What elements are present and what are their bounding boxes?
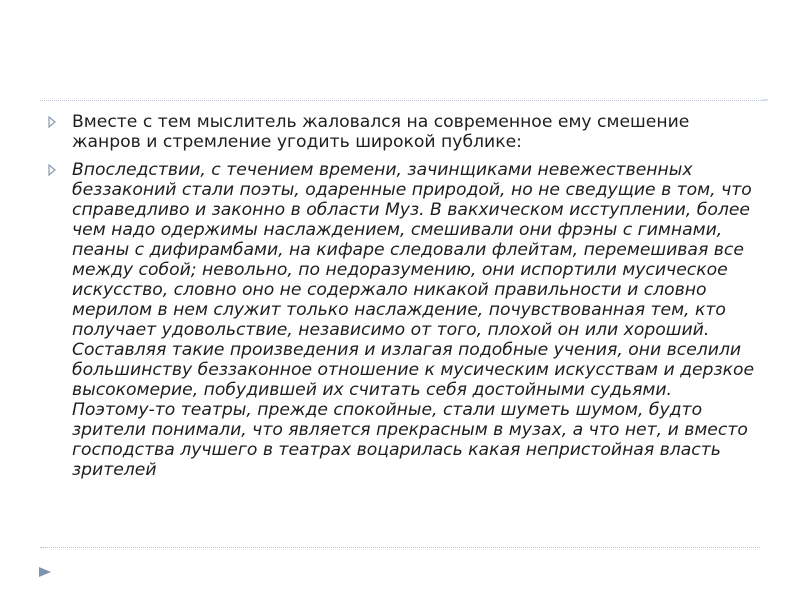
triangle-arrow-icon[interactable] [38,566,52,578]
bullet-text: Вместе с тем мыслитель жаловался на современное ему смешение жанров и стремление угодить широкой публике: [72,112,690,152]
bullet-item-2 [48,160,760,480]
top-divider [40,100,765,101]
top-divider-end [762,97,770,105]
bottom-divider [40,547,760,548]
bullet-text-quote: Впоследствии, с течением времени, зачинщиками невежественных беззаконий стали поэты, одаренные природой, но не сведущие в том, что справедливо и законно в области Муз. В вакхическом исступлении, более чем надо одержимы наслаждением, смешивали они фрэны с гимнами, пеаны с дифирамбами, на кифаре следовали флейтам, перемешивая все между собой; невольно, по недоразумению, они испортили мусическое искусство, словно оно не содержало никакой правильности и словно мерилом в нем служит только наслаждение, почувствованная тем, кто получает удовольствие, независимо от того, плохой он или хороший. Составляя такие произведения и излагая подобные учения, они вселили большинству беззаконное отношение к мусическим искусствам и дерзкое высокомерие, побудившей их считать себя достойными судьями. Поэтому-то театры, прежде спокойные, стали шуметь шумом, будто зрители понимали, что является прекрасным в музах, а что нет, и вместо господства лучшего в театрах воцарилась какая непристойная власть зрителей [72,160,755,480]
bullet-item-1 [48,112,760,152]
slide-body [48,112,760,488]
hollow-triangle-bullet-icon [48,164,56,176]
hollow-triangle-bullet-icon [48,116,56,128]
